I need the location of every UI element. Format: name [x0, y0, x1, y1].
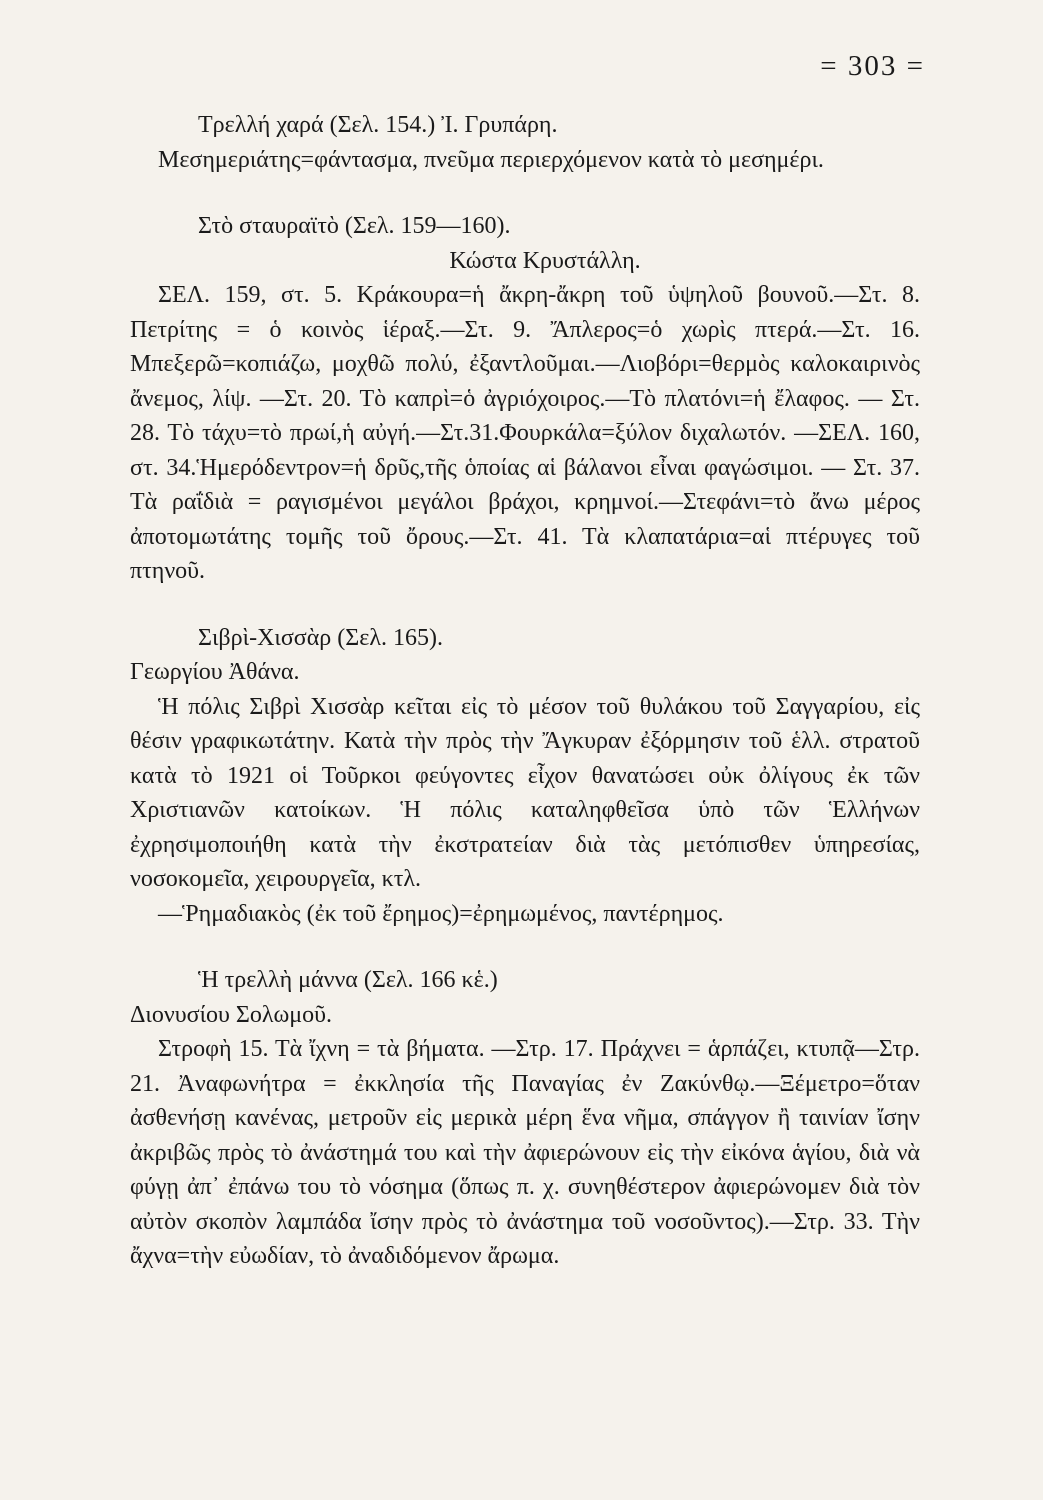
entry-mesimeriatis: Μεσημεριάτης=φάντασμα, πνεῦμα περιερχόμενον κατὰ τὸ μεσημέρι. — [158, 146, 824, 173]
section-author-krystalli: Κώστα Κρυστάλλη. — [449, 247, 641, 274]
section-title-stavraito: Στὸ σταυραϊτὸ (Σελ. 159—160). — [198, 213, 511, 239]
section-title-trelli-manna: Ἡ τρελλὴ μάννα (Σελ. 166 κἑ.) — [198, 967, 498, 993]
entry-trelli-chara: Τρελλή χαρά (Σελ. 154.) Ἰ. Γρυπάρη. — [198, 112, 558, 138]
section-note-rimadiakos: —Ῥημαδιακὸς (ἐκ τοῦ ἔρημος)=ἐρημωμένος, παντέρημος. — [158, 900, 724, 927]
section-author-solomou: Διονυσίου Σολωμοῦ. — [130, 1001, 333, 1028]
section-body-sivri-hissar: Ἡ πόλις Σιβρὶ Χισσὰρ κεῖται εἰς τὸ μέσον τοῦ θυλάκου τοῦ Σαγγαρίου, εἰς θέσιν γραφικωτάτην. Κατὰ τὴν πρὸς τὴν Ἄγκυραν ἐξόρμησιν τοῦ ἑλλ. στρατοῦ κατὰ τὸ 1921 οἱ Τοῦρκοι φεύγοντες εἶχον θανατώσει οὐκ ὀλίγους ἐκ τῶν Χριστιανῶν κατοίκων. Ἡ πόλις καταληφθεῖσα ὑπὸ τῶν Ἑλλήνων ἐχρησιμοποιήθη κατὰ τὴν ἐκστρατείαν διὰ τὰς μετόπισθεν ὑπηρεσίας, νοσοκομεῖα, χειρουργεῖα, κτλ. — [130, 693, 920, 892]
section-body-trelli-manna: Στροφὴ 15. Τὰ ἴχνη = τὰ βήματα. —Στρ. 17. Πράχνει = ἁρπάζει, κτυπᾷ—Στρ. 21. Ἀναφωνήτρα = ἐκκλησία τῆς Παναγίας ἐν Ζακύνθῳ.—Ξέμετρο=ὅταν ἀσθενήσῃ κανένας, μετροῦν εἰς μερικὰ μέρη ἕνα νῆμα, σπάγγον ἢ ταινίαν ἴσην ἀκριβῶς πρὸς τὸ ἀνάστημά του καὶ τὴν ἀφιερώνουν εἰς τὴν εἰκόνα ἁγίου, διὰ νὰ φύγῃ ἀπ᾽ ἐπάνω του τὸ νόσημα (ὅπως π. χ. συνηθέστερον ἀφιερώνομεν διὰ τὸν αὐτὸν σκοπὸν λαμπάδα ἴσην πρὸς τὸ ἀνάστημα τοῦ νοσοῦντος).—Στρ. 33. Τὴν ἄχνα=τὴν εὐωδίαν, τὸ ἀναδιδόμενον ἄρωμα. — [130, 1036, 920, 1269]
section-author-athana: Γεωργίου Ἀθάνα. — [130, 659, 300, 685]
section-title-sivri-hissar: Σιβρὶ-Χισσὰρ (Σελ. 165). — [198, 624, 443, 651]
section-body-stavraito: ΣΕΛ. 159, στ. 5. Κράκουρα=ἡ ἄκρη-ἄκρη τοῦ ὑψηλοῦ βουνοῦ.—Στ. 8. Πετρίτης = ὁ κοινὸς ἱέραξ.—Στ. 9. Ἄπλερος=ὁ χωρὶς πτερά.—Στ. 16. Μπεξερῶ=κοπιάζω, μοχθῶ πολύ, ἐξαντλοῦμαι.—Λιοβόρι=θερμὸς καλοκαιρινὸς ἄνεμος, λίψ. —Στ. 20. Τὸ καπρὶ=ὁ ἀγριόχοιρος.—Τὸ πλατόνι=ἡ ἔλαφος. — Στ. 28. Τὸ τάχυ=τὸ πρωί,ἡ αὐγή.—Στ.31.Φουρκάλα=ξύλον διχαλωτόν. —ΣΕΛ. 160, στ. 34.Ἡμερόδεντρον=ἡ δρῦς,τῆς ὁποίας αἱ βάλανοι εἶναι φαγώσιμοι. — Στ. 37. Τὰ ραΐδιὰ = ραγισμένοι μεγάλοι βράχοι, κρημνοί.—Στεφάνι=τὸ ἄνω μέρος ἀποτομωτάτης τομῆς τοῦ ὄρους.—Στ. 41. Τὰ κλαπατάρια=αἱ πτέρυγες τοῦ πτηνοῦ. — [130, 282, 920, 584]
page-number: = 303 = — [820, 50, 925, 82]
page-content — [130, 108, 920, 1274]
